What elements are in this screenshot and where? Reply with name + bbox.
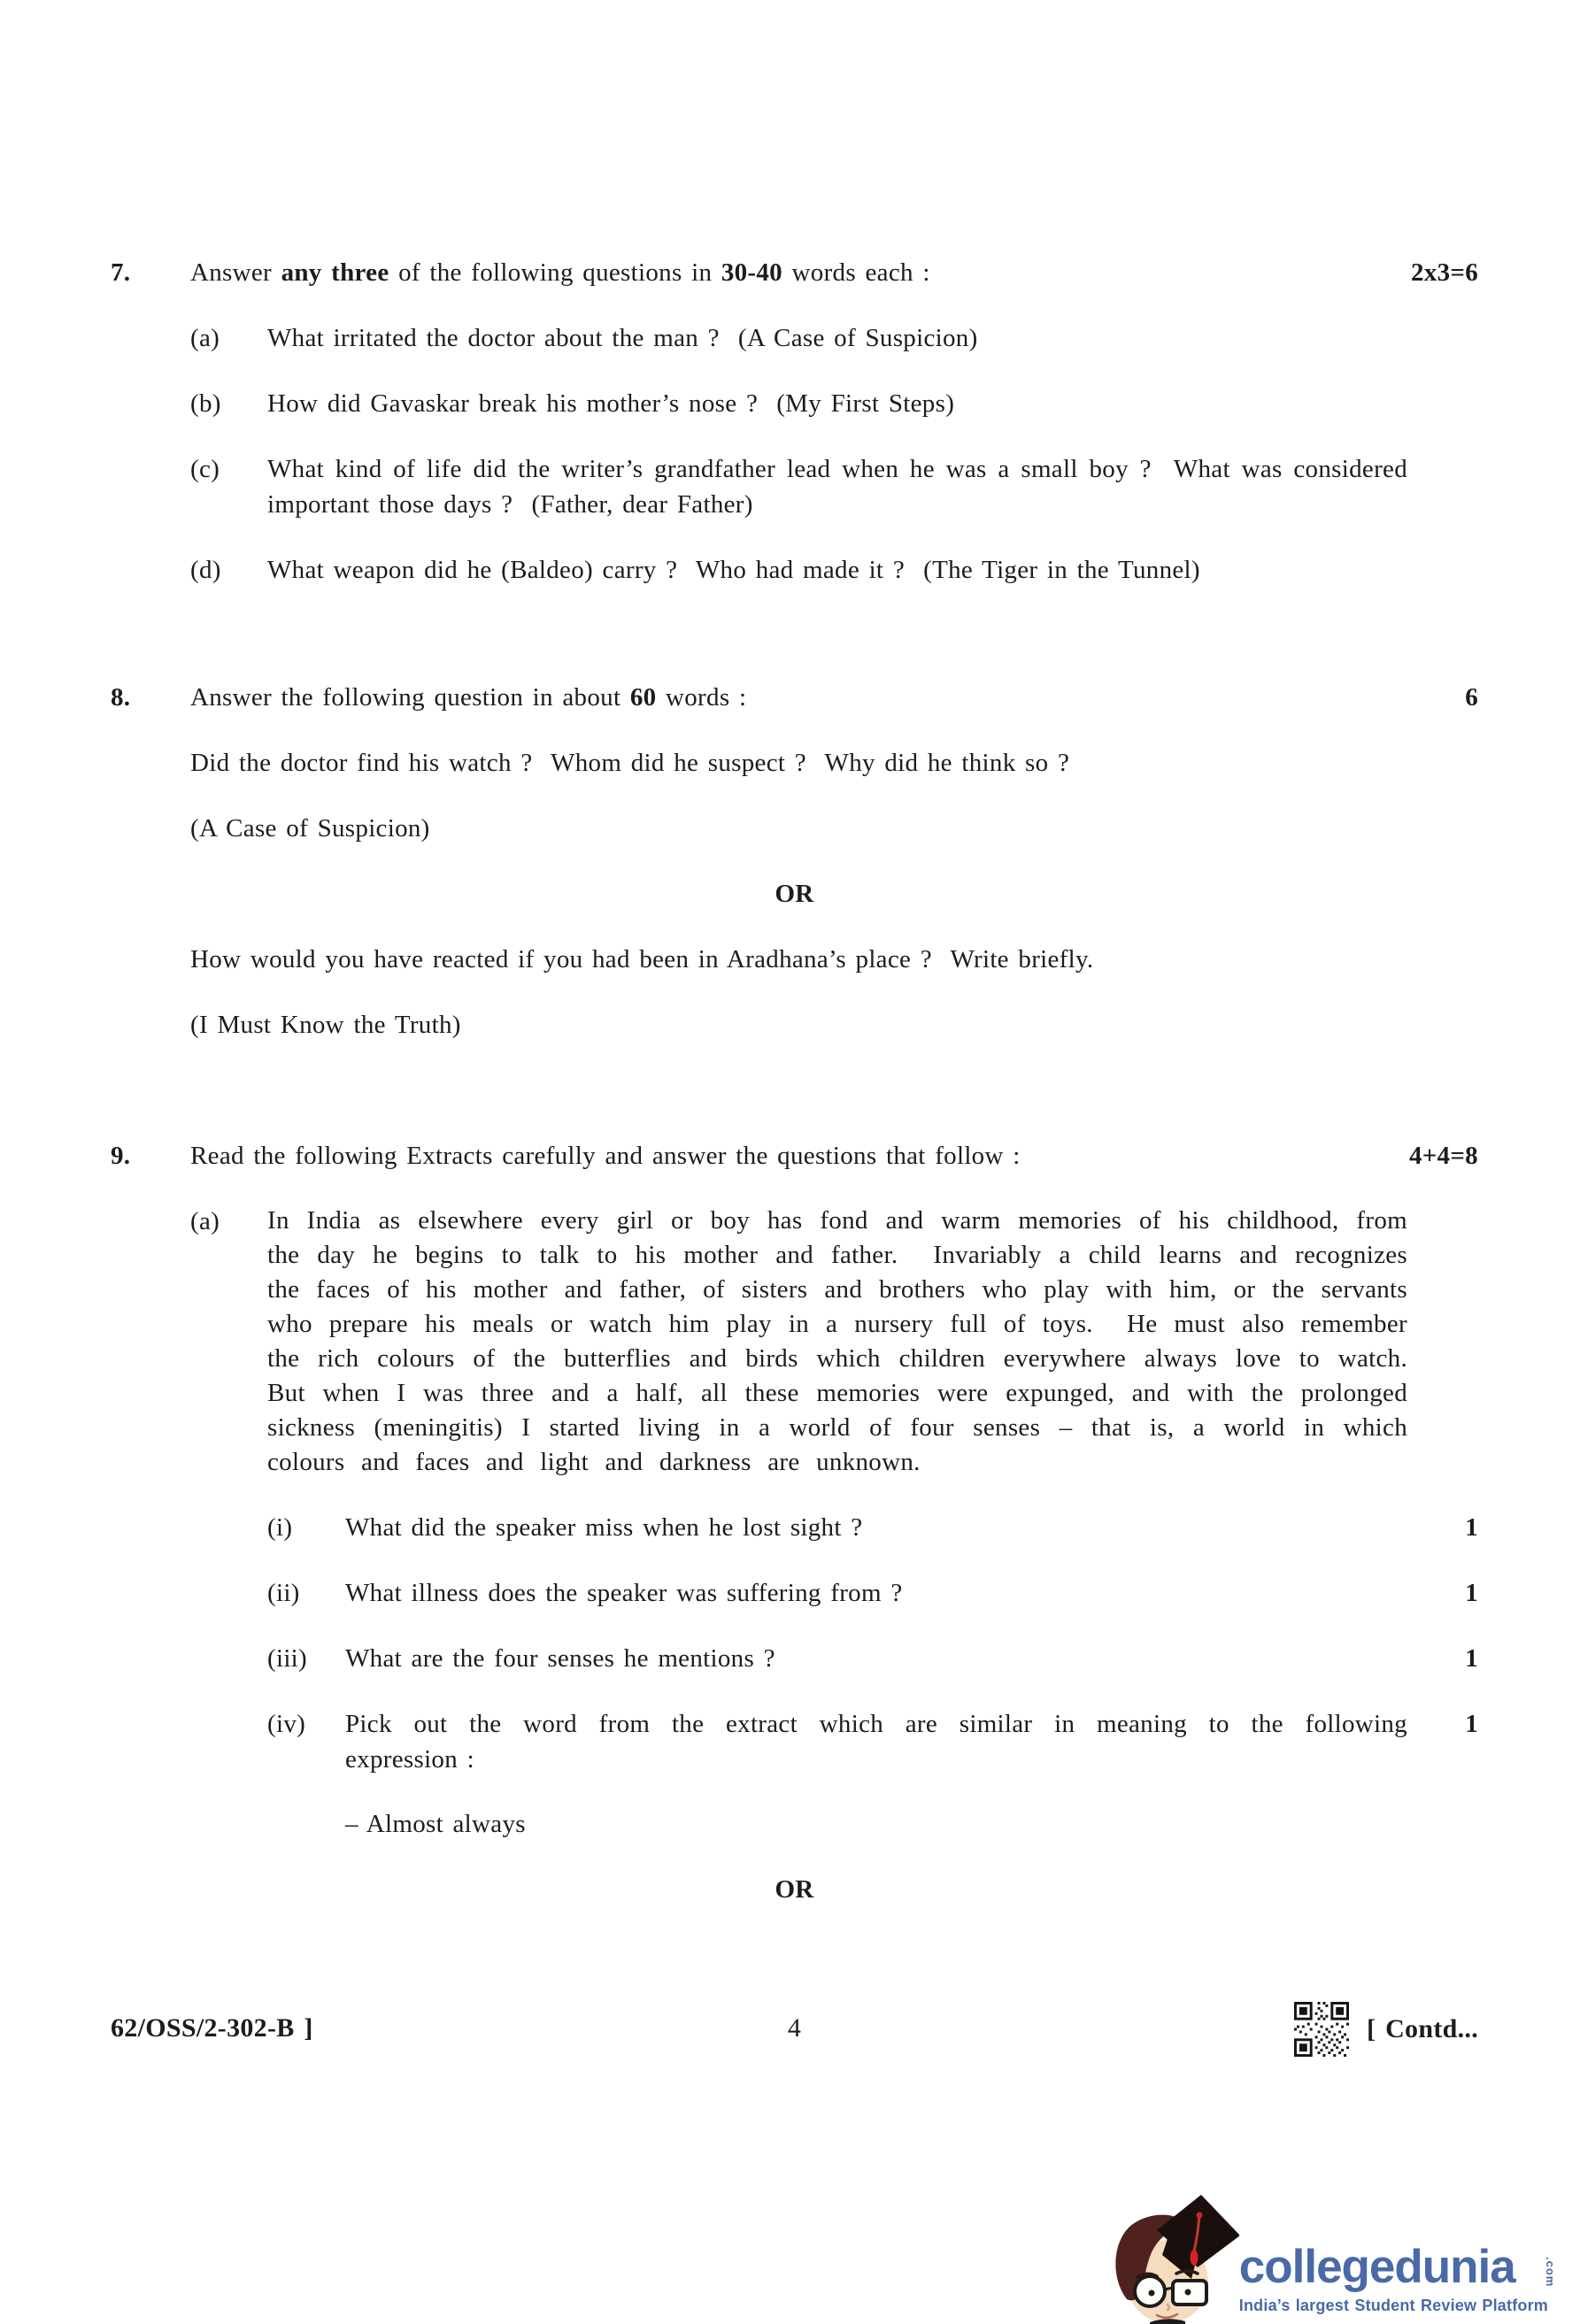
extract-subquestions	[267, 1510, 1478, 1842]
expression-item: – Almost always	[345, 1810, 526, 1838]
marks-value: 1	[1465, 1579, 1478, 1607]
sub-question-b	[190, 386, 1478, 421]
sub-question-d	[190, 552, 1478, 588]
page-footer	[111, 2002, 1478, 2057]
sub-question-label: (i)	[267, 1513, 293, 1542]
collegedunia-mascot-icon	[1105, 2193, 1239, 2324]
brand-wordmark: collegedunia	[1238, 2241, 1515, 2293]
sub-question-label: (iv)	[267, 1710, 306, 1738]
question-intro: Read the following Extracts carefully and answer the questions that follow :	[190, 1142, 1021, 1170]
sub-question-text: What irritated the doctor about the man ? (A Case of Suspicion)	[267, 324, 978, 352]
sub-question-label: (b)	[190, 389, 221, 418]
page-content	[111, 0, 1478, 1907]
extract-label: (a)	[190, 1207, 220, 1235]
question-8-heading	[111, 680, 1478, 715]
paper-code: 62/OSS/2-302-B ]	[111, 2013, 313, 2043]
question-number: 8.	[111, 683, 131, 712]
page-number: 4	[787, 2013, 802, 2043]
question-number: 9.	[111, 1142, 131, 1170]
option-question-text: Did the doctor find his watch ? Whom did he suspect ? Why did he think so ?	[190, 749, 1070, 777]
sub-question-text: What did the speaker miss when he lost sight ?	[345, 1513, 863, 1542]
question-8-option-1	[190, 745, 1478, 846]
question-7-heading	[111, 255, 1478, 290]
question-7-items	[190, 320, 1478, 588]
brand-domain: .com	[1544, 2257, 1557, 2288]
sub-question-i	[267, 1510, 1478, 1545]
question-7	[111, 255, 1478, 588]
sub-question-label: (a)	[190, 324, 220, 352]
option-source-text: (I Must Know the Truth)	[190, 1011, 461, 1039]
intro-bold: any three	[281, 258, 389, 287]
sub-question-label: (iii)	[267, 1644, 307, 1673]
or-separator: OR	[775, 1875, 814, 1904]
footer-right	[1294, 2002, 1478, 2057]
intro-bold: 30-40	[721, 258, 782, 287]
marks-value: 1	[1465, 1644, 1478, 1673]
brand-tagline: India’s largest Student Review Platform	[1238, 2297, 1548, 2314]
sub-question-text: How did Gavaskar break his mother’s nose ? (My First Steps)	[267, 389, 955, 418]
question-9-heading	[111, 1138, 1478, 1174]
question-intro	[190, 255, 1407, 290]
question-number: 7.	[111, 258, 131, 287]
marks-value: 6	[1465, 683, 1478, 712]
sub-question-text: What are the four senses he mentions ?	[345, 1644, 775, 1673]
question-8	[111, 680, 1478, 1043]
marks-value: 1	[1465, 1710, 1478, 1738]
sub-question-text-line2: expression :	[345, 1745, 474, 1774]
sub-question-text: What weapon did he (Baldeo) carry ? Who had made it ? (The Tiger in the Tunnel)	[267, 556, 1200, 584]
contd-label: [ Contd...	[1366, 2014, 1478, 2043]
sub-question-iv	[267, 1706, 1478, 1777]
sub-question-text	[345, 1706, 1407, 1777]
intro-text: words each :	[782, 258, 930, 287]
intro-text: of the following questions in	[389, 258, 721, 287]
sub-question-a	[190, 320, 1478, 356]
marks-value: 4+4=8	[1408, 1142, 1478, 1170]
question-8-option-2	[190, 942, 1478, 1043]
marks-value: 1	[1465, 1513, 1478, 1542]
logo-text-block	[1239, 2243, 1569, 2324]
intro-text: Answer	[190, 258, 281, 287]
sub-question-c	[190, 451, 1478, 522]
collegedunia-logo	[1105, 2193, 1569, 2324]
sub-question-label: (ii)	[267, 1579, 300, 1607]
sub-question-text: What illness does the speaker was suffering from ?	[345, 1579, 903, 1607]
qr-code-icon	[1294, 2002, 1349, 2057]
intro-text: words :	[656, 683, 747, 712]
extract-paragraph: In India as elsewhere every girl or boy has fond and warm memories of his childhood, from the day he begins to talk to his mother and father. Invariably a child learns and recognizes the faces of his mother and father, of sisters and brothers who play with him, or the servants who prepare his meals or watch him play in a nursery full of toys. He must also remember the rich colours of the butterflies and birds which children everywhere always love to watch. But when I was three and a half, all these memories were expunged, and with the prolonged sickness (meningitis) I started living in a world of four senses – that is, a world in which colours and faces and light and darkness are unknown.	[267, 1206, 1441, 1476]
sub-question-iii	[267, 1641, 1478, 1676]
option-question-text: How would you have reacted if you had been in Aradhana’s place ? Write briefly.	[190, 945, 1094, 973]
sub-question-ii	[267, 1575, 1478, 1611]
question-9-body	[190, 1204, 1478, 1842]
sub-question-label: (d)	[190, 556, 221, 584]
question-9	[111, 1138, 1478, 1907]
intro-bold: 60	[629, 683, 657, 712]
sub-question-text-line1: Pick out the word from the extract which are similar in meaning to the following	[345, 1710, 1407, 1738]
extract-a	[190, 1204, 1478, 1480]
question-intro	[190, 680, 1407, 715]
sub-question-text: What kind of life did the writer’s grandfather lead when he was a small boy ? What was considered important those days ? (Father, dear Father)	[267, 455, 1417, 519]
or-separator: OR	[775, 880, 814, 908]
intro-text: Answer the following question in about	[190, 683, 630, 712]
sub-question-label: (c)	[190, 455, 220, 483]
marks-value: 2x3=6	[1410, 258, 1478, 287]
option-source-text: (A Case of Suspicion)	[190, 814, 430, 843]
